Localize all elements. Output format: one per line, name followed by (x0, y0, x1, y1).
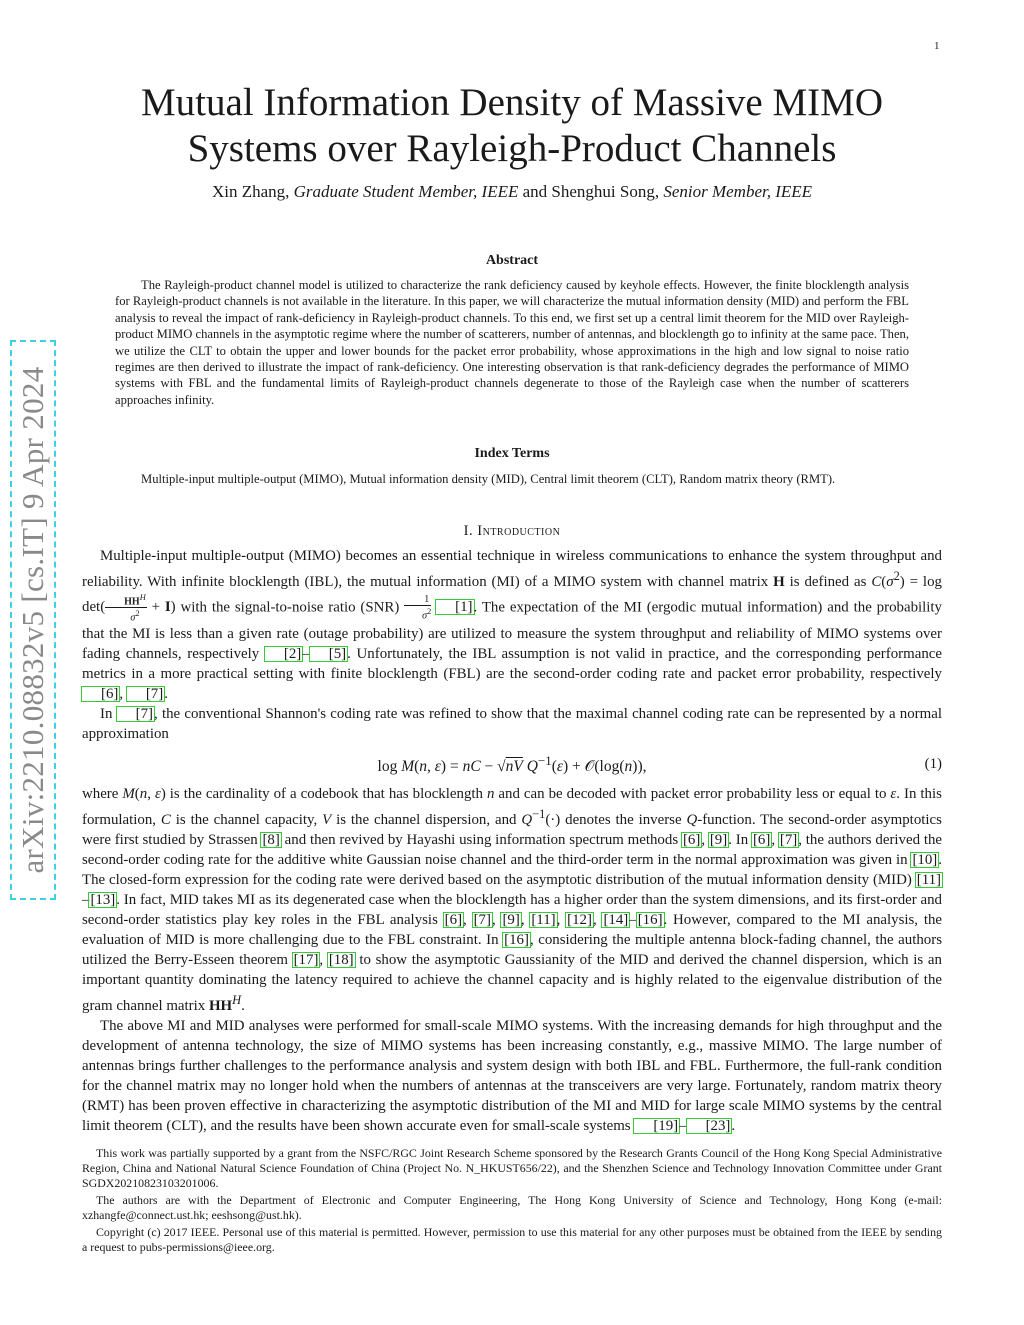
paper-title: Mutual Information Density of Massive MIMO Systems over Rayleigh-Product Channels (141, 81, 883, 170)
arxiv-identifier: arXiv:2210.08832v5 [cs.IT] 9 Apr 2024 (15, 366, 50, 874)
citation-link[interactable]: [10] (912, 851, 938, 868)
citation-link[interactable]: [12] (567, 911, 592, 928)
text-run: with the signal-to-noise ratio (SNR) (180, 599, 400, 616)
text-run: Multiple-input multiple-output (MIMO) becomes an essential technique in wireless communications to enhance the system throughput and reliability. With infinite blocklength (IBL), the mutual information (MI) of a MIMO system with channel matrix (82, 548, 942, 590)
citation-link[interactable]: [16] (504, 931, 529, 948)
citation-link[interactable]: [6] (444, 911, 463, 928)
math-inline: $C(\sigma^2) = \log \det$( $\frac{HH^H}{\sigma^2}$ + I) (82, 569, 942, 624)
text-run: and can be decoded with packet error probability less or equal to (498, 785, 887, 802)
text-run: , the authors derived the second-order coding rate for the additive white Gaussian noise channel and the third-order term in the normal approximation was given in (82, 831, 943, 868)
text-run: -function. The second-order asymptotics were first studied by Strassen (82, 811, 942, 848)
math-inline: H (773, 573, 785, 590)
citation-link[interactable]: [7] (779, 831, 798, 848)
footnotes (82, 1146, 942, 1257)
math-inline: n (486, 785, 495, 802)
citation-link[interactable]: [11] (916, 871, 941, 888)
math-inline: ε (890, 785, 897, 802)
footnote-copyright: Copyright (c) 2017 IEEE. Personal use of this material is permitted. However, permission to use this material for any other purposes must be obtained from the IEEE by sending a request to pubs-permissions@ieee.org. (82, 1225, 942, 1254)
index-terms-heading: Index Terms (474, 446, 550, 461)
citation-link[interactable]: [14] (603, 911, 629, 928)
equation-1 (82, 744, 942, 784)
math-inline: $Q^{-1}(\cdot)$ (521, 806, 561, 828)
main-body (82, 546, 942, 1136)
section-title: Introduction (477, 523, 561, 539)
text-run: is the channel dispersion, and (336, 811, 517, 828)
equation-number: (1) (924, 755, 942, 772)
footnote-affiliation: The authors are with the Department of Electronic and Computer Engineering, The Hong Kong University of Science and Technology, Hong Kong (e-mail: xzhangfe@connect.ust.hk; eeshsong@ust.hk). (82, 1193, 942, 1222)
citation-link[interactable]: [6] (752, 831, 771, 848)
text-run: . In this formulation, (82, 785, 942, 828)
citation-link[interactable]: [7] (473, 911, 491, 928)
citation-link[interactable]: [8] (262, 831, 280, 848)
abstract-text: The Rayleigh-product channel model is utilized to characterize the rank deficiency caused by keyhole effects. However, the finite blocklength analysis for Rayleigh-product channels is not available in the literature. In this paper, we will characterize the mutual information density (MID) and perform the FBL analysis to reveal the impact of rank-deficiency in Rayleigh-product channels. To this end, we first set up a central limit theorem for the MID over Rayleigh-product MIMO channels in the asymptotic regime where the number of scatterers, number of antennas, and blocklength go to infinity at the same pace. Then, we utilize the CLT to obtain the upper and lower bounds for the packet error probability, whose approximations in the high and low signal to noise ratio regimes are then derived to illustrate the impact of rank-deficiency. One interesting observation is that rank-deficiency degrades the performance of MIMO systems with FBL and the fundamental limits of Rayleigh-product channels degenerate to those of the Rayleigh case when the number of scatterers approaches infinity. (115, 278, 909, 407)
text-run: The above MI and MID analyses were performed for small-scale MIMO systems. With the increasing demands for high throughput and the development of antenna technology, the size of MIMO systems has been increasing constantly, e.g., massive MIMO. The large number of antennas brings further challenges to the performance analysis and system design with both IBL and FBL. Furthermore, the full-rank condition for the channel matrix may no longer hold when the numbers of antennas at the transceivers are very large. Fortunately, random matrix theory (RMT) has been proven effective in characterizing the asymptotic distribution of the MI and MID for large scale MIMO systems by the central limit theorem (CLT), and the results have been shown accurate even for small-scale systems (82, 1017, 942, 1134)
text-run: . The expectation of the MI (ergodic mutual information) and the probability that the MI is less than a given rate (outage probability) are utilized to measure the system throughput and reliability of MIMO systems over fading channels, respectively (82, 599, 943, 662)
math-inline: $HH^H$ (208, 992, 242, 1014)
author-1-name: Xin Zhang, (211, 182, 290, 201)
citation-link[interactable]: [17] (293, 951, 319, 968)
citation-link[interactable]: [2] (265, 647, 302, 661)
paragraph-1: Multiple-input multiple-output (MIMO) becomes an essential technique in wireless communications to enhance the system throughput and reliability. With infinite blocklength (IBL), the mutual information (MI) of a MIMO system with channel matrix H is defined as $C(\sigma^2) = \log \det$( $\frac{HH^H}{\sigma^2}$ + I) with the signal-to-noise ratio (SNR) $\frac{1}{\sigma^2}$ [1]. The expectation of the MI (ergodic mutual information) and the probability that the MI is less than a given rate (outage probability) are utilized to measure the system throughput and reliability of MIMO systems over fading channels, respectively [2]– [5]. Unfortunately, the IBL assumption is not valid in practice, and the corresponding performance metrics in a more practical setting with finite blocklength (FBL) are the second-order coding rate and packet error probability, respectively [6], [7]. (82, 548, 943, 702)
text-run: and then revived by Hayashi using information spectrum methods (284, 831, 679, 848)
author-line (80, 182, 944, 202)
math-inline: Q (686, 811, 698, 828)
math-inline: V (322, 811, 332, 828)
author-2-role: Senior Member, IEEE (663, 182, 813, 201)
text-run: denotes the inverse (565, 811, 682, 828)
text-run: is defined as (789, 573, 867, 590)
author-1-role: Graduate Student Member, IEEE (293, 182, 519, 201)
text-run: . Unfortunately, the IBL assumption is not valid in practice, and the corresponding performance metrics in a more practical setting with finite blocklength (FBL) are the second-order coding rate and packet error probability, respectively (82, 645, 942, 682)
citation-link[interactable]: [23] (687, 1119, 732, 1133)
text-run: is the channel capacity, (175, 811, 318, 828)
paragraph-2 (82, 704, 942, 744)
text-run: . However, compared to the MI analysis, the evaluation of MID is more challenging due to the FBL constraint. In (82, 911, 943, 948)
citation-link[interactable]: [18] (328, 951, 354, 968)
paragraph-4: The above MI and MID analyses were performed for small-scale MIMO systems. With the increasing demands for high throughput and the development of antenna technology, the size of MIMO systems has been increasing constantly, e.g., massive MIMO. The large number of antennas brings further challenges to the performance analysis and system design with both IBL and FBL. Furthermore, the full-rank condition for the channel matrix may no longer hold when the numbers of antennas at the transceivers are very large. Fortunately, random matrix theory (RMT) has been proven effective in characterizing the asymptotic distribution of the MI and MID for large scale MIMO systems by the central limit theorem (CLT), and the results have been shown accurate even for small-scale systems [19]– [23]. (82, 1017, 942, 1134)
citation-link[interactable]: [7] (117, 707, 154, 721)
author-conjunction: and (522, 182, 548, 201)
citation-link[interactable]: [6] (82, 687, 119, 701)
citation-link[interactable]: [13] (90, 891, 116, 908)
text-run: , considering the multiple antenna block-fading channel, the authors utilized the Berry-Esseen theorem (82, 931, 942, 968)
citation-link[interactable]: [16] (637, 911, 663, 928)
text-run: . In (728, 831, 749, 848)
text-run: . In fact, MID takes MI as its degenerated case when the blocklength has a higher order than the system dimensions, and its first-order and second-order statistics play key roles in the FBL analysis (82, 891, 942, 928)
math-inline: C (160, 811, 171, 828)
citation-link[interactable]: [6] (682, 831, 701, 848)
paragraph-3: where M(n, ε) is the cardinality of a codebook that has blocklength n and can be decoded with packet error probability less or equal to ε. In this formulation, C is the channel capacity, V is the channel dispersion, and $Q^{-1}(\cdot)$ denotes the inverse Q-function. The second-order asymptotics were first studied by Strassen [8] and then revived by Hayashi using information spectrum methods [6], [9]. In [6], [7], the authors derived the second-order coding rate for the additive white Gaussian noise channel and the third-order term in the normal approximation was given in [10]. The closed-form expression for the coding rate were derived based on the asymptotic distribution of the mutual information density (MID) [11]–[13]. In fact, MID takes MI as its degenerated case when the blocklength has a higher order than the system dimensions, and its first-order and second-order statistics play key roles in the FBL analysis [6], [7], [9], [11], [12], [14]–[16]. However, compared to the MI analysis, the evaluation of MID is more challenging due to the FBL constraint. In [16], considering the multiple antenna block-fading channel, the authors utilized the Berry-Esseen theorem [17], [18] to show the asymptotic Gaussianity of the MID and derived the channel dispersion, which is an important quantity dominating the latency required to achieve the channel capacity and is highly related to the eigenvalue distribution of the gram channel matrix $HH^H$. (82, 785, 943, 1014)
citation-link[interactable]: [19] (634, 1119, 679, 1133)
text-run: is the cardinality of a codebook that has blocklength (169, 785, 483, 802)
page-number: 1 (934, 40, 940, 52)
citation-link[interactable]: [9] (502, 911, 520, 928)
text-run: , the conventional Shannon's coding rate was refined to show that the maximal channel coding rate can be represented by a normal approximation (82, 705, 942, 742)
index-terms-text: Multiple-input multiple-output (MIMO), Mutual information density (MID), Central limit theorem (CLT), Random matrix theory (RMT). (141, 472, 836, 486)
citation-link[interactable]: [7] (127, 687, 164, 701)
text-run: In (100, 705, 113, 722)
text-run: . The closed-form expression for the coding rate were derived based on the asymptotic distribution of the mutual information density (MID) (82, 851, 942, 888)
citation-link[interactable]: [1] (436, 600, 473, 614)
equation-expression: log M(n, ε) = nC − √nV $Q^{-1}(\varepsilon)$ + 𝒪(log(n)), (377, 752, 647, 775)
abstract-heading: Abstract (485, 253, 539, 268)
section-number: I. (463, 523, 474, 539)
text-run: to show the asymptotic Gaussianity of the MID and derived the channel dispersion, which is an important quantity dominating the latency required to achieve the channel capacity and is highly related to the eigenvalue distribution of the gram channel matrix (82, 951, 942, 1014)
arxiv-sidebar-link[interactable] (10, 340, 56, 900)
citation-link[interactable]: [11] (531, 911, 556, 928)
author-2-name: Shenghui Song, (551, 182, 660, 201)
citation-link[interactable]: [9] (709, 831, 728, 848)
footnote-funding: This work was partially supported by a grant from the NSFC/RGC Joint Research Scheme sponsored by the Research Grants Council of the Hong Kong Special Administrative Region, China and National Natural Science Foundation of China (Project No. N_HKUST656/22), and the Shenzhen Science and Technology Innovation Committee under Grant SGDX20210823103201006. (82, 1146, 942, 1190)
math-inline: M(n, ε) (122, 785, 166, 802)
text-run: where (82, 785, 119, 802)
section-heading (80, 523, 944, 540)
citation-link[interactable]: [5] (310, 647, 347, 661)
math-inline: $\frac{1}{\sigma^2}$ (404, 599, 431, 615)
